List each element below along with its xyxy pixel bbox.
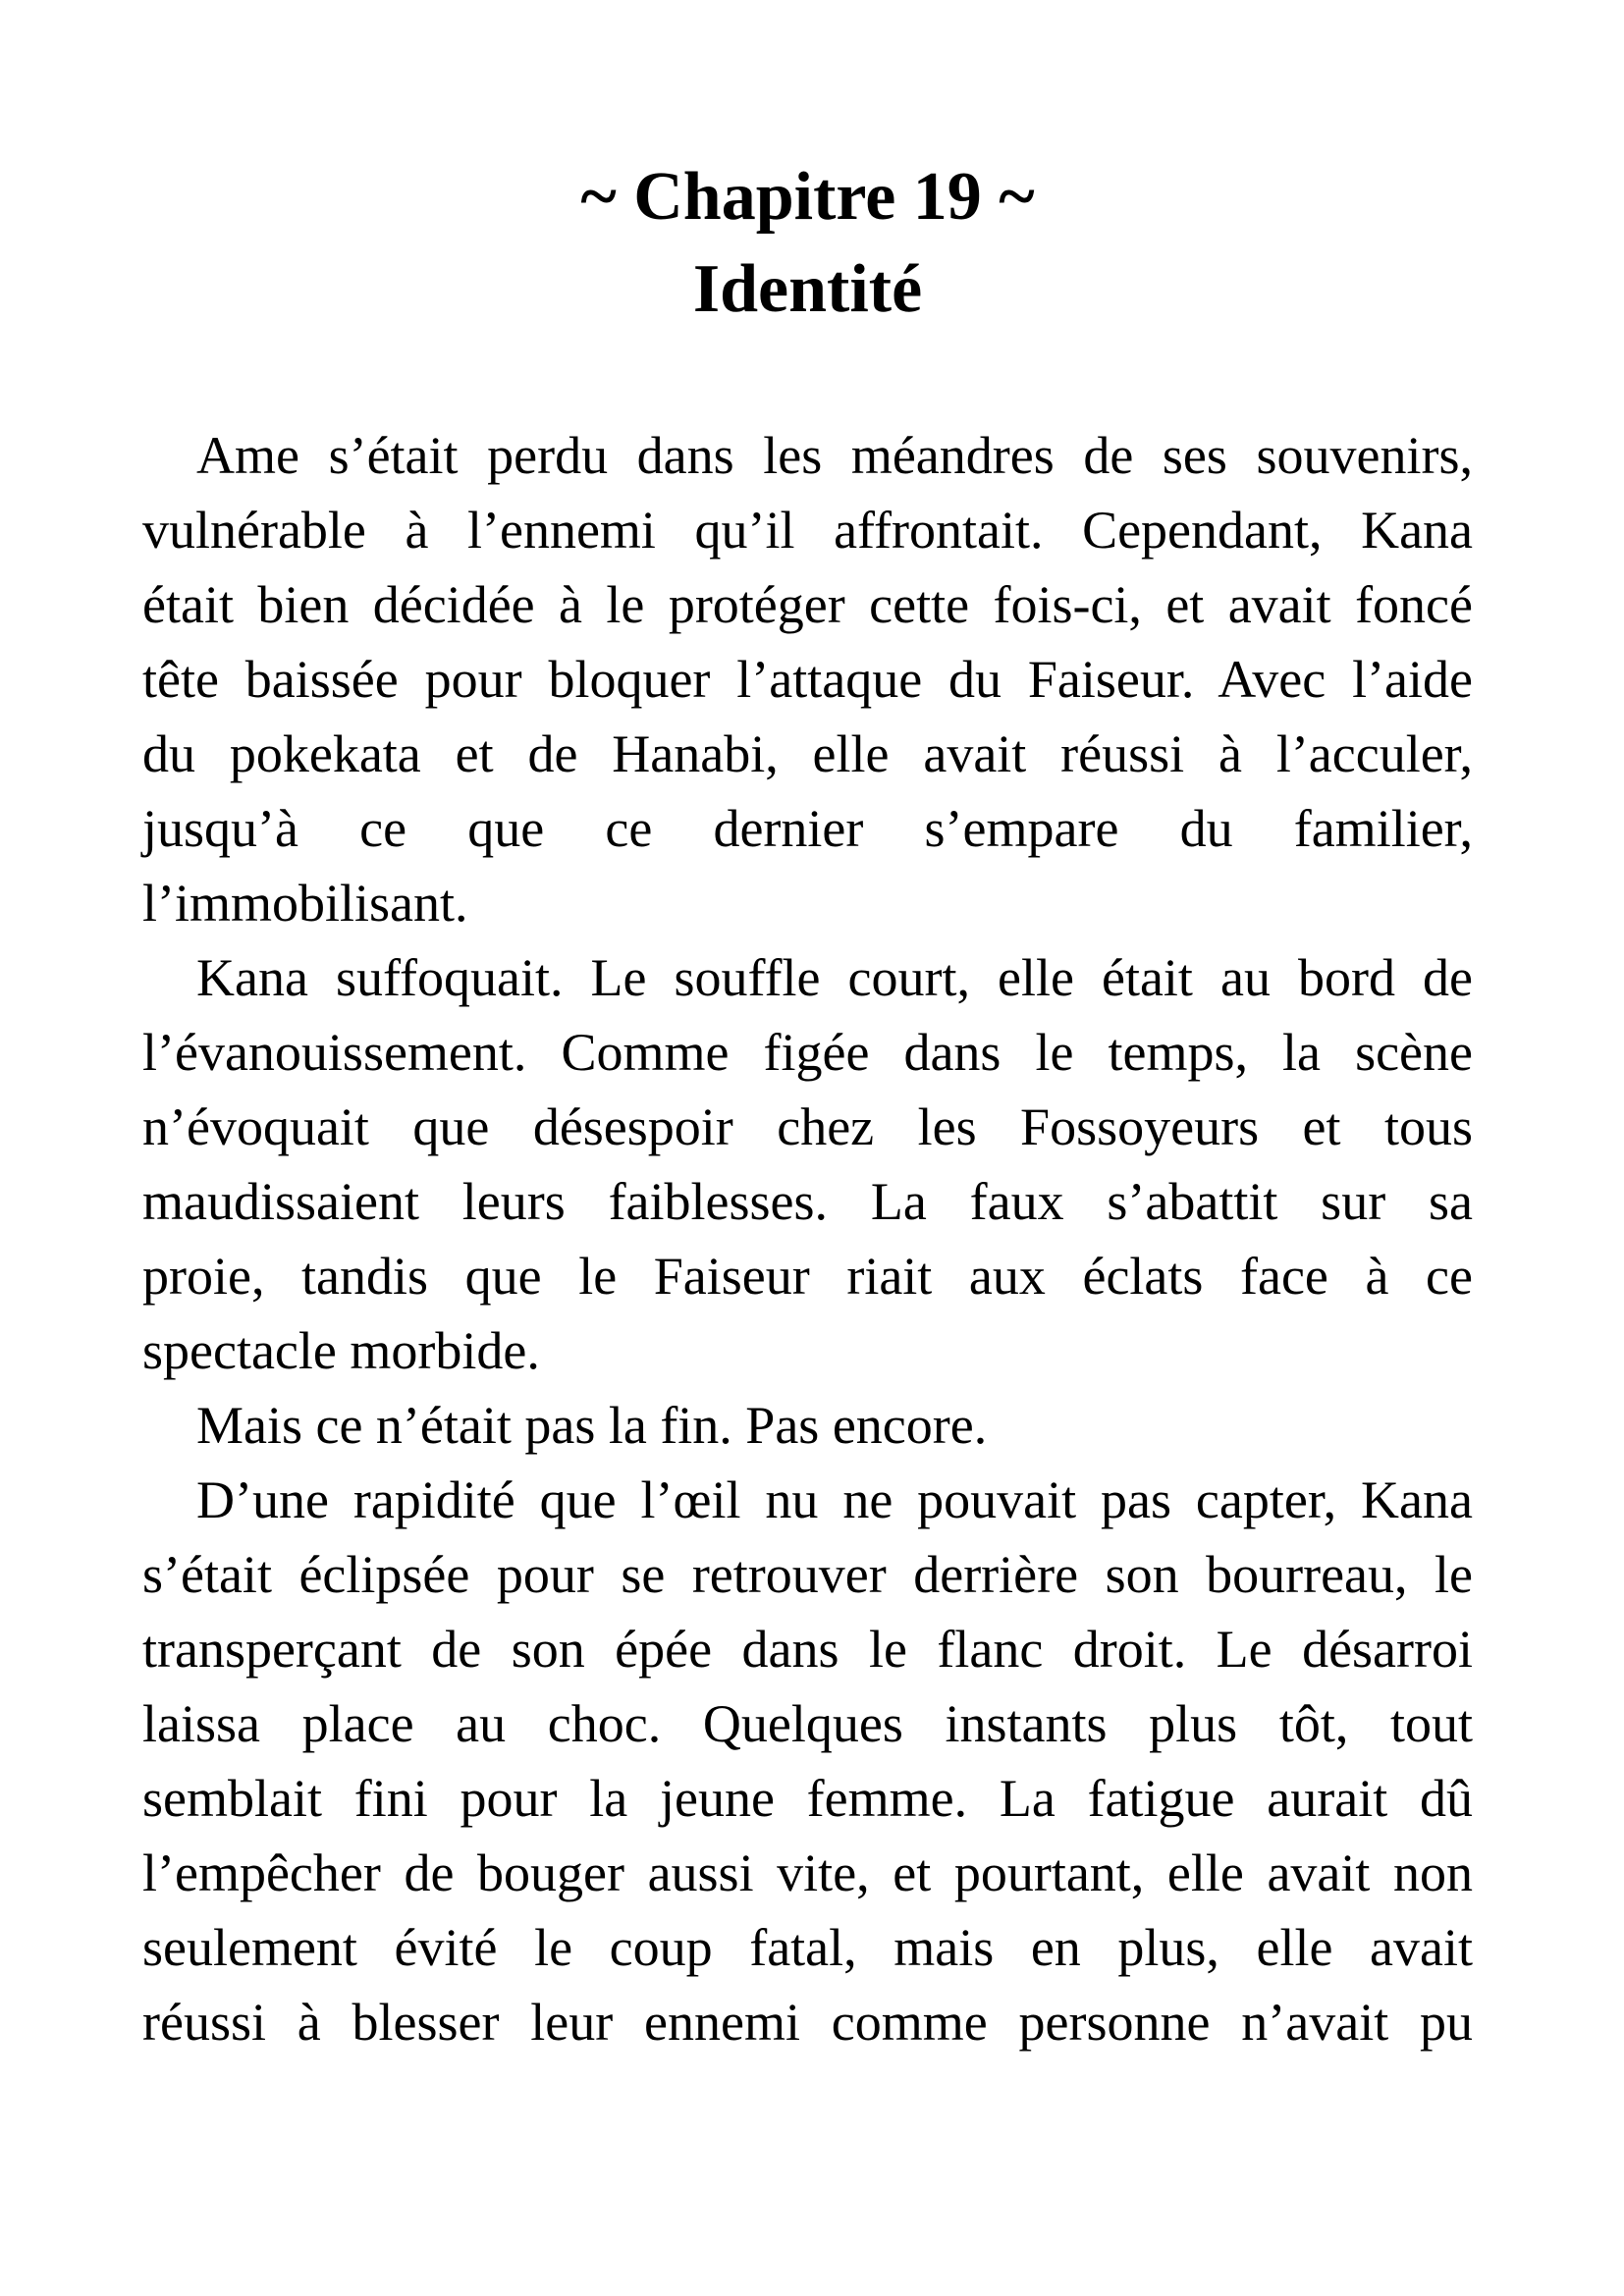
paragraph [142, 940, 1473, 1388]
text-line: seulement évité le coup fatal, mais en plus, elle avait [142, 1918, 1473, 1977]
text-line: était bien décidée à le protéger cette fois-ci, et avait foncé [142, 575, 1473, 634]
paragraph [142, 1388, 1473, 1463]
paragraph [142, 418, 1473, 940]
text-line: Ame s’était perdu dans les méandres de ses souvenirs, [196, 426, 1473, 485]
text-line: s’était éclipsée pour se retrouver derrière son bourreau, le [142, 1545, 1473, 1604]
text-line: D’une rapidité que l’œil nu ne pouvait pas capter, Kana [196, 1470, 1473, 1529]
text-line: laissa place au choc. Quelques instants plus tôt, tout [142, 1694, 1473, 1753]
text-line: jusqu’à ce que ce dernier s’empare du familier, [142, 799, 1473, 858]
chapter-title: ~ Chapitre 19 ~ [580, 159, 1035, 235]
text-line: réussi à blesser leur ennemi comme personne n’avait pu [142, 1993, 1473, 2052]
paragraph [142, 1463, 1473, 2059]
text-line: Kana suffoquait. Le souffle court, elle était au bord de [196, 948, 1473, 1007]
text-line: Mais ce n’était pas la fin. Pas encore. [196, 1396, 988, 1455]
text-line: proie, tandis que le Faiseur riait aux éclats face à ce [142, 1247, 1473, 1306]
text-line: n’évoquait que désespoir chez les Fossoyeurs et tous [142, 1097, 1473, 1156]
text-line: l’empêcher de bouger aussi vite, et pourtant, elle avait non [142, 1843, 1473, 1902]
text-line: du pokekata et de Hanabi, elle avait réussi à l’acculer, [142, 724, 1473, 783]
text-line: l’immobilisant. [142, 874, 468, 933]
text-line: tête baissée pour bloquer l’attaque du Faiseur. Avec l’aide [142, 650, 1473, 709]
chapter-subtitle: Identité [692, 251, 923, 327]
text-line: semblait fini pour la jeune femme. La fatigue aurait dû [142, 1769, 1473, 1828]
text-line: transperçant de son épée dans le flanc droit. Le désarroi [142, 1620, 1473, 1679]
text-line: l’évanouissement. Comme figée dans le temps, la scène [142, 1023, 1473, 1082]
text-line: vulnérable à l’ennemi qu’il affrontait. Cependant, Kana [142, 501, 1473, 560]
text-line: spectacle morbide. [142, 1321, 540, 1380]
chapter-body [142, 418, 1473, 2059]
text-line: maudissaient leurs faiblesses. La faux s’abattit sur sa [142, 1172, 1473, 1231]
